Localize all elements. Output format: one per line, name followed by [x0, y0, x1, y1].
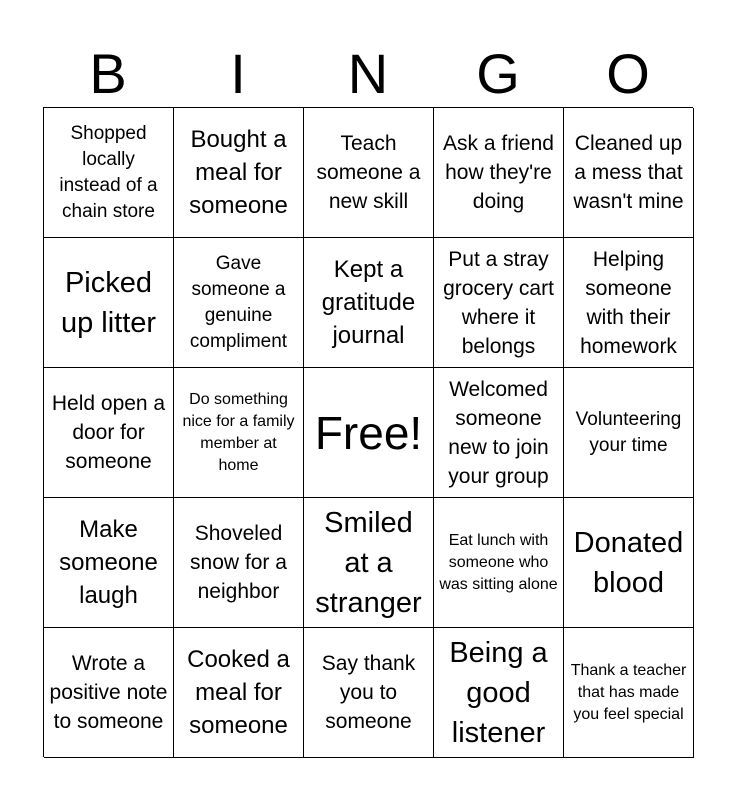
cell-text: Being a good listener [449, 636, 548, 749]
cell-text: Eat lunch with someone who was sitting alone [439, 531, 558, 593]
cell-text: Helping someone with their homework [580, 247, 677, 358]
bingo-cell[interactable] [434, 498, 564, 628]
cell-text: Held open a door for someone [51, 392, 166, 473]
free-space-cell[interactable] [304, 368, 434, 498]
bingo-cell[interactable] [44, 628, 174, 758]
cell-text: Say thank you to someone [321, 652, 416, 733]
bingo-cell[interactable] [174, 108, 304, 238]
bingo-cell[interactable] [564, 368, 694, 498]
header-letter-n: N [347, 42, 389, 105]
bingo-cell[interactable] [304, 498, 434, 628]
bingo-cell[interactable] [174, 498, 304, 628]
bingo-cell[interactable] [434, 628, 564, 758]
cell-text: Ask a friend how they're doing [443, 132, 554, 213]
bingo-cell[interactable] [434, 368, 564, 498]
bingo-cell[interactable] [564, 238, 694, 368]
bingo-header [43, 40, 693, 108]
bingo-cell[interactable] [44, 238, 174, 368]
cell-text: Teach someone a new skill [316, 132, 421, 213]
cell-text: Shopped locally instead of a chain store [59, 122, 158, 222]
bingo-cell[interactable] [564, 628, 694, 758]
bingo-cell[interactable] [564, 498, 694, 628]
header-letter-o: O [606, 42, 650, 105]
header-letter-g: G [476, 42, 520, 105]
cell-text: Shoveled snow for a neighbor [190, 522, 287, 603]
bingo-cell[interactable] [174, 368, 304, 498]
bingo-cell[interactable] [174, 628, 304, 758]
cell-text: Donated blood [573, 526, 684, 599]
bingo-cell[interactable] [174, 238, 304, 368]
header-letter-i: I [230, 42, 246, 105]
cell-text: Make someone laugh [59, 516, 158, 609]
bingo-cell[interactable] [44, 498, 174, 628]
cell-text: Wrote a positive note to someone [49, 652, 168, 733]
cell-text: Do something nice for a family member at home [182, 390, 295, 474]
bingo-cell[interactable] [434, 108, 564, 238]
bingo-cell[interactable] [564, 108, 694, 238]
header-letter-b: B [89, 42, 127, 105]
cell-text: Kept a gratitude journal [321, 256, 416, 349]
free-space-text: Free! [314, 406, 423, 459]
cell-text: Thank a teacher that has made you feel special [570, 661, 687, 723]
bingo-cell[interactable] [44, 368, 174, 498]
bingo-card-grid [43, 107, 693, 757]
cell-text: Gave someone a genuine compliment [189, 252, 288, 352]
cell-text: Put a stray grocery cart where it belongs [443, 247, 554, 358]
cell-text: Smiled at a stranger [315, 506, 422, 619]
cell-text: Volunteering your time [575, 408, 682, 456]
cell-text: Bought a meal for someone [189, 126, 288, 219]
bingo-cell[interactable] [434, 238, 564, 368]
bingo-cell[interactable] [304, 628, 434, 758]
cell-text: Welcomed someone new to join your group [448, 377, 549, 488]
bingo-cell[interactable] [304, 108, 434, 238]
cell-text: Picked up litter [60, 266, 157, 339]
bingo-cell[interactable] [44, 108, 174, 238]
cell-text: Cooked a meal for someone [187, 646, 290, 739]
cell-text: Cleaned up a mess that wasn't mine [573, 132, 684, 213]
bingo-cell[interactable] [304, 238, 434, 368]
